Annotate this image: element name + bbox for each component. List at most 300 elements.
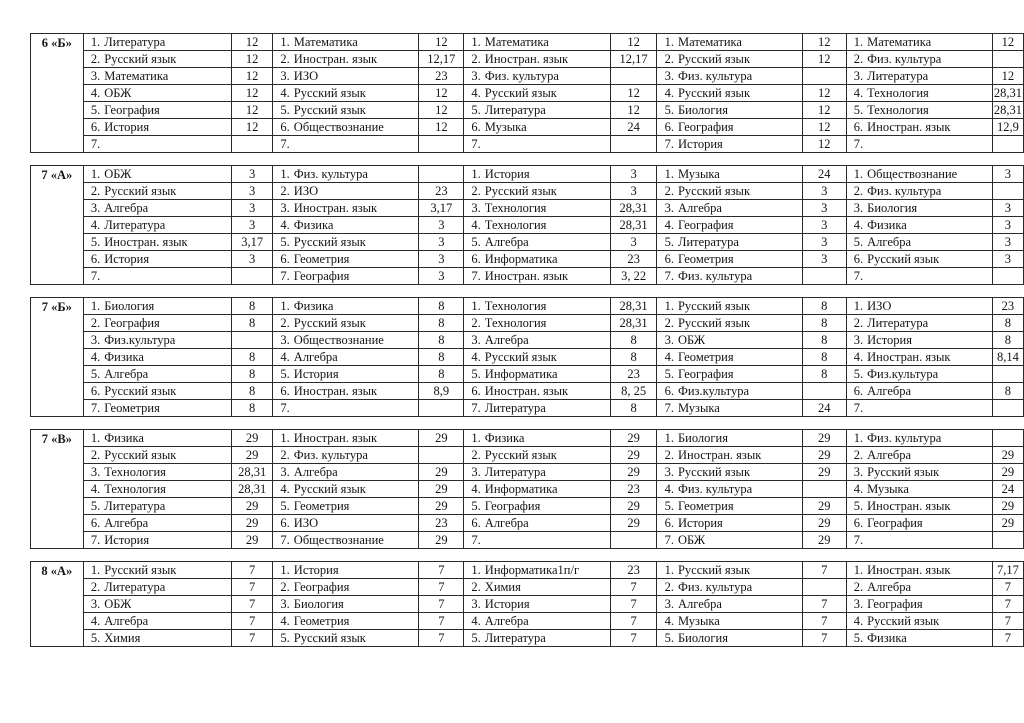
lesson-number: 2. xyxy=(273,315,292,332)
lesson-room: 29 xyxy=(232,430,273,447)
class-separator xyxy=(31,417,1024,430)
lesson-subject: Алгебра xyxy=(483,234,610,251)
lesson-room xyxy=(992,268,1023,285)
lesson-number: 5. xyxy=(273,498,292,515)
lesson-number: 3. xyxy=(657,596,676,613)
lesson-room xyxy=(803,579,846,596)
lesson-number: 6. xyxy=(846,383,865,400)
lesson-room: 23 xyxy=(419,68,464,85)
lesson-room: 12 xyxy=(992,34,1023,51)
lesson-subject: Иностран. язык xyxy=(483,268,610,285)
lesson-subject: Математика xyxy=(102,68,231,85)
lesson-subject: Алгебра xyxy=(865,383,992,400)
lesson-room: 8 xyxy=(419,332,464,349)
lesson-room: 7 xyxy=(992,613,1023,630)
lesson-room: 8 xyxy=(419,349,464,366)
class-label: 7 «А» xyxy=(31,166,84,285)
lesson-subject: Русский язык xyxy=(483,447,610,464)
lesson-subject xyxy=(865,136,992,153)
lesson-room: 7 xyxy=(992,596,1023,613)
lesson-row xyxy=(31,596,1024,613)
lesson-number: 3. xyxy=(273,332,292,349)
lesson-number: 3. xyxy=(464,200,483,217)
lesson-subject: Литература xyxy=(483,630,610,647)
lesson-number: 3. xyxy=(846,332,865,349)
lesson-room: 12 xyxy=(610,34,657,51)
lesson-subject: История xyxy=(102,119,231,136)
lesson-subject: Химия xyxy=(102,630,231,647)
lesson-number: 4. xyxy=(273,349,292,366)
lesson-number: 6. xyxy=(273,383,292,400)
lesson-room: 12 xyxy=(232,68,273,85)
lesson-number: 4. xyxy=(83,85,102,102)
lesson-row xyxy=(31,430,1024,447)
lesson-room: 7 xyxy=(232,630,273,647)
lesson-subject: География xyxy=(292,579,419,596)
lesson-number: 4. xyxy=(846,613,865,630)
lesson-room: 3,17 xyxy=(419,200,464,217)
lesson-subject: Русский язык xyxy=(292,630,419,647)
lesson-subject: Иностран. язык xyxy=(292,51,419,68)
class-label: 7 «Б» xyxy=(31,298,84,417)
class-separator xyxy=(31,549,1024,562)
lesson-subject: Русский язык xyxy=(102,51,231,68)
lesson-subject: История xyxy=(676,136,803,153)
lesson-number: 4. xyxy=(846,217,865,234)
lesson-number: 3. xyxy=(657,68,676,85)
lesson-number: 6. xyxy=(83,119,102,136)
lesson-subject: Литература xyxy=(483,400,610,417)
lesson-room: 3 xyxy=(232,166,273,183)
lesson-number: 1. xyxy=(273,430,292,447)
lesson-subject: Физика xyxy=(292,217,419,234)
lesson-room: 24 xyxy=(803,400,846,417)
lesson-subject: Литература xyxy=(483,464,610,481)
lesson-number: 5. xyxy=(846,630,865,647)
lesson-row xyxy=(31,349,1024,366)
lesson-subject: Русский язык xyxy=(676,51,803,68)
lesson-room: 28,31 xyxy=(610,217,657,234)
lesson-row xyxy=(31,332,1024,349)
lesson-number: 2. xyxy=(846,51,865,68)
lesson-room: 3 xyxy=(419,251,464,268)
lesson-number: 3. xyxy=(83,68,102,85)
lesson-number: 2. xyxy=(657,183,676,200)
lesson-room: 29 xyxy=(803,464,846,481)
lesson-subject: История xyxy=(292,562,419,579)
lesson-room: 23 xyxy=(610,562,657,579)
lesson-room: 8 xyxy=(803,349,846,366)
lesson-room: 28,31 xyxy=(232,464,273,481)
lesson-room: 28,31 xyxy=(993,86,1022,100)
lesson-number: 3. xyxy=(464,464,483,481)
lesson-room: 3, 22 xyxy=(610,268,657,285)
lesson-subject: ИЗО xyxy=(865,298,992,315)
lesson-subject: Алгебра xyxy=(483,613,610,630)
lesson-number: 6. xyxy=(464,515,483,532)
lesson-number: 7. xyxy=(657,532,676,549)
lesson-number: 3. xyxy=(273,596,292,613)
lesson-room: 23 xyxy=(419,515,464,532)
lesson-subject: География xyxy=(292,268,419,285)
lesson-number: 5. xyxy=(464,498,483,515)
lesson-number: 3. xyxy=(657,464,676,481)
lesson-number: 6. xyxy=(657,251,676,268)
lesson-room: 29 xyxy=(610,430,657,447)
lesson-number: 1. xyxy=(83,430,102,447)
lesson-subject: Литература xyxy=(865,315,992,332)
lesson-subject: Геометрия xyxy=(292,251,419,268)
lesson-subject: Музыка xyxy=(676,400,803,417)
separator-cell xyxy=(31,285,1024,298)
lesson-subject: Технология xyxy=(483,298,610,315)
lesson-number: 4. xyxy=(273,613,292,630)
lesson-number: 4. xyxy=(83,349,102,366)
lesson-number: 5. xyxy=(657,234,676,251)
lesson-subject xyxy=(483,136,610,153)
lesson-room: 3 xyxy=(419,217,464,234)
lesson-number: 5. xyxy=(273,234,292,251)
lesson-room xyxy=(803,481,846,498)
lesson-number: 3. xyxy=(846,464,865,481)
lesson-subject: Алгебра xyxy=(292,349,419,366)
lesson-room: 12 xyxy=(419,119,464,136)
lesson-number: 6. xyxy=(273,515,292,532)
lesson-room: 7 xyxy=(803,562,846,579)
lesson-subject: Математика xyxy=(865,34,992,51)
lesson-number: 7. xyxy=(464,532,483,549)
lesson-number: 6. xyxy=(464,119,483,136)
lesson-number: 2. xyxy=(846,315,865,332)
lesson-room: 7 xyxy=(992,630,1023,647)
lesson-subject: Математика xyxy=(292,34,419,51)
lesson-subject: Музыка xyxy=(483,119,610,136)
lesson-number: 6. xyxy=(83,383,102,400)
lesson-number: 2. xyxy=(657,579,676,596)
lesson-number: 7. xyxy=(83,136,102,153)
lesson-subject: Физика xyxy=(102,430,231,447)
lesson-number: 2. xyxy=(464,579,483,596)
lesson-subject: Физ. культура xyxy=(865,430,992,447)
lesson-room: 8 xyxy=(419,315,464,332)
lesson-subject: География xyxy=(102,102,231,119)
lesson-room: 7 xyxy=(419,630,464,647)
lesson-number: 1. xyxy=(273,166,292,183)
lesson-row xyxy=(31,200,1024,217)
lesson-number: 4. xyxy=(464,217,483,234)
lesson-room: 3,17 xyxy=(232,234,273,251)
lesson-room: 7 xyxy=(803,613,846,630)
lesson-subject: Алгебра xyxy=(102,515,231,532)
lesson-room xyxy=(419,447,464,464)
lesson-room xyxy=(419,400,464,417)
lesson-room: 29 xyxy=(803,447,846,464)
lesson-subject: Русский язык xyxy=(102,562,231,579)
lesson-subject: История xyxy=(676,515,803,532)
lesson-number: 1. xyxy=(464,562,483,579)
lesson-number: 7. xyxy=(657,400,676,417)
lesson-subject: География xyxy=(483,498,610,515)
lesson-number: 2. xyxy=(273,183,292,200)
lesson-number: 7. xyxy=(464,268,483,285)
lesson-row xyxy=(31,498,1024,515)
lesson-number: 1. xyxy=(273,298,292,315)
lesson-subject: Химия xyxy=(483,579,610,596)
lesson-number: 2. xyxy=(657,315,676,332)
lesson-room: 29 xyxy=(232,515,273,532)
lesson-subject: Физ.культура xyxy=(676,383,803,400)
lesson-number: 7. xyxy=(273,400,292,417)
lesson-row xyxy=(31,630,1024,647)
lesson-room: 3 xyxy=(992,217,1023,234)
lesson-row xyxy=(31,562,1024,579)
lesson-subject: Физика xyxy=(292,298,419,315)
lesson-room: 8 xyxy=(232,315,273,332)
lesson-room xyxy=(992,183,1023,200)
lesson-number: 6. xyxy=(83,515,102,532)
lesson-subject: Иностран. язык xyxy=(865,349,992,366)
lesson-number: 2. xyxy=(83,315,102,332)
lesson-row xyxy=(31,51,1024,68)
lesson-subject: Информатика xyxy=(483,366,610,383)
lesson-number: 7. xyxy=(83,400,102,417)
lesson-room: 12 xyxy=(419,85,464,102)
lesson-room: 28,31 xyxy=(610,200,657,217)
lesson-subject: Русский язык xyxy=(676,85,803,102)
lesson-number: 7. xyxy=(464,400,483,417)
lesson-subject: История xyxy=(865,332,992,349)
lesson-room: 12 xyxy=(803,51,846,68)
lesson-number: 4. xyxy=(657,481,676,498)
lesson-subject: Русский язык xyxy=(483,183,610,200)
lesson-room: 8 xyxy=(803,315,846,332)
lesson-subject: География xyxy=(676,217,803,234)
lesson-subject: Физ. культура xyxy=(483,68,610,85)
lesson-number: 6. xyxy=(464,383,483,400)
lesson-room xyxy=(992,366,1023,383)
timetable-table xyxy=(30,33,1024,647)
lesson-room: 7 xyxy=(803,630,846,647)
lesson-subject: Русский язык xyxy=(483,349,610,366)
lesson-room: 12,9 xyxy=(992,119,1023,136)
lesson-row xyxy=(31,68,1024,85)
lesson-subject: Русский язык xyxy=(102,383,231,400)
lesson-room: 7,17 xyxy=(992,562,1023,579)
lesson-room: 29 xyxy=(803,430,846,447)
lesson-number: 5. xyxy=(464,234,483,251)
lesson-number: 5. xyxy=(846,102,865,119)
lesson-number: 1. xyxy=(846,166,865,183)
lesson-room xyxy=(803,268,846,285)
class-label: 6 «Б» xyxy=(31,34,84,153)
lesson-number: 7. xyxy=(846,400,865,417)
lesson-room: 29 xyxy=(419,430,464,447)
lesson-subject: Литература xyxy=(102,498,231,515)
lesson-room: 29 xyxy=(992,498,1023,515)
lesson-subject: Русский язык xyxy=(102,447,231,464)
lesson-row xyxy=(31,234,1024,251)
lesson-row xyxy=(31,613,1024,630)
lesson-subject: Геометрия xyxy=(676,498,803,515)
separator-cell xyxy=(31,417,1024,430)
lesson-room: 8 xyxy=(803,332,846,349)
lesson-subject: Технология xyxy=(483,217,610,234)
lesson-subject: Литература xyxy=(676,234,803,251)
lesson-number: 4. xyxy=(846,481,865,498)
lesson-number: 1. xyxy=(464,298,483,315)
lesson-subject: Физика xyxy=(483,430,610,447)
lesson-number: 6. xyxy=(657,119,676,136)
lesson-subject: История xyxy=(102,532,231,549)
lesson-number: 5. xyxy=(657,498,676,515)
lesson-room xyxy=(232,268,273,285)
lesson-number: 5. xyxy=(846,234,865,251)
lesson-subject: Иностран. язык xyxy=(676,447,803,464)
lesson-room: 8 xyxy=(610,332,657,349)
lesson-number: 7. xyxy=(464,136,483,153)
lesson-subject: География xyxy=(676,366,803,383)
lesson-room: 3 xyxy=(419,234,464,251)
lesson-room: 8 xyxy=(803,366,846,383)
lesson-room xyxy=(419,136,464,153)
lesson-number: 5. xyxy=(657,630,676,647)
lesson-subject: ОБЖ xyxy=(676,332,803,349)
lesson-subject: ОБЖ xyxy=(102,166,231,183)
lesson-room: 23 xyxy=(992,298,1023,315)
lesson-subject: Обществознание xyxy=(865,166,992,183)
lesson-number: 7. xyxy=(846,136,865,153)
lesson-number: 4. xyxy=(464,613,483,630)
lesson-room: 12 xyxy=(610,102,657,119)
lesson-number: 6. xyxy=(846,251,865,268)
lesson-room xyxy=(610,68,657,85)
lesson-subject: Литература xyxy=(102,579,231,596)
lesson-subject: Музыка xyxy=(676,166,803,183)
lesson-number: 1. xyxy=(83,562,102,579)
lesson-room: 8 xyxy=(232,349,273,366)
lesson-room: 3 xyxy=(232,183,273,200)
lesson-room: 12,17 xyxy=(419,51,464,68)
lesson-subject: Русский язык xyxy=(292,481,419,498)
lesson-subject: ИЗО xyxy=(292,515,419,532)
lesson-room: 8 xyxy=(232,383,273,400)
lesson-number: 6. xyxy=(846,119,865,136)
lesson-row xyxy=(31,579,1024,596)
lesson-number: 7. xyxy=(273,268,292,285)
lesson-row xyxy=(31,383,1024,400)
lesson-subject: Иностран. язык xyxy=(292,383,419,400)
lesson-subject: Русский язык xyxy=(865,251,992,268)
lesson-room: 29 xyxy=(610,447,657,464)
lesson-number: 1. xyxy=(657,34,676,51)
lesson-room: 24 xyxy=(803,166,846,183)
lesson-room: 29 xyxy=(610,515,657,532)
lesson-number: 1. xyxy=(273,562,292,579)
lesson-subject: Физ. культура xyxy=(865,51,992,68)
lesson-subject: Алгебра xyxy=(865,447,992,464)
lesson-room: 29 xyxy=(232,447,273,464)
lesson-room: 3 xyxy=(992,234,1023,251)
lesson-row xyxy=(31,85,1024,102)
lesson-subject xyxy=(102,268,231,285)
lesson-row xyxy=(31,315,1024,332)
lesson-row xyxy=(31,366,1024,383)
lesson-room: 29 xyxy=(803,515,846,532)
lesson-subject: Русский язык xyxy=(292,315,419,332)
lesson-subject: Русский язык xyxy=(676,298,803,315)
lesson-subject: Иностран. язык xyxy=(292,430,419,447)
lesson-room: 7 xyxy=(419,613,464,630)
lesson-room: 23 xyxy=(610,366,657,383)
lesson-subject: Русский язык xyxy=(865,613,992,630)
lesson-row xyxy=(31,464,1024,481)
lesson-subject: ИЗО xyxy=(292,183,419,200)
lesson-number: 1. xyxy=(846,562,865,579)
lesson-number: 4. xyxy=(464,481,483,498)
lesson-room: 8, 25 xyxy=(610,383,657,400)
lesson-subject: Биология xyxy=(292,596,419,613)
lesson-subject: Иностран. язык xyxy=(102,234,231,251)
lesson-room: 3 xyxy=(610,183,657,200)
lesson-subject: ОБЖ xyxy=(676,532,803,549)
lesson-room: 12 xyxy=(803,85,846,102)
lesson-subject: Физика xyxy=(102,349,231,366)
lesson-room: 29 xyxy=(419,481,464,498)
lesson-room: 29 xyxy=(610,498,657,515)
class-separator xyxy=(31,153,1024,166)
lesson-number: 3. xyxy=(846,200,865,217)
lesson-subject: Алгебра xyxy=(102,366,231,383)
lesson-room: 28,31 xyxy=(610,315,657,332)
lesson-room: 12 xyxy=(803,34,846,51)
lesson-room xyxy=(232,136,273,153)
lesson-number: 3. xyxy=(83,200,102,217)
lesson-number: 6. xyxy=(83,251,102,268)
lesson-row xyxy=(31,217,1024,234)
lesson-row xyxy=(31,447,1024,464)
lesson-row xyxy=(31,268,1024,285)
lesson-row xyxy=(31,532,1024,549)
lesson-number: 3. xyxy=(273,464,292,481)
lesson-subject: Русский язык xyxy=(292,234,419,251)
lesson-number: 3. xyxy=(657,200,676,217)
lesson-room: 3 xyxy=(232,217,273,234)
lesson-number: 6. xyxy=(273,119,292,136)
separator-cell xyxy=(31,549,1024,562)
lesson-subject: Иностран. язык xyxy=(292,200,419,217)
lesson-number: 4. xyxy=(846,349,865,366)
lesson-subject: Обществознание xyxy=(292,532,419,549)
lesson-number: 2. xyxy=(83,579,102,596)
lesson-subject: Геометрия xyxy=(292,613,419,630)
lesson-number: 5. xyxy=(83,234,102,251)
lesson-room: 7 xyxy=(419,562,464,579)
lesson-room: 7 xyxy=(803,596,846,613)
lesson-subject: Русский язык xyxy=(676,183,803,200)
lesson-room: 29 xyxy=(419,532,464,549)
lesson-room: 7 xyxy=(232,562,273,579)
lesson-number: 5. xyxy=(464,366,483,383)
lesson-number: 7. xyxy=(846,268,865,285)
lesson-number: 3. xyxy=(83,464,102,481)
lesson-number: 2. xyxy=(846,447,865,464)
lesson-row xyxy=(31,119,1024,136)
lesson-subject: Информатика1п/г xyxy=(483,562,610,579)
lesson-subject: Физ. культура xyxy=(676,579,803,596)
lesson-room: 3 xyxy=(419,268,464,285)
lesson-number: 5. xyxy=(464,630,483,647)
lesson-subject: Физ. культура xyxy=(676,481,803,498)
